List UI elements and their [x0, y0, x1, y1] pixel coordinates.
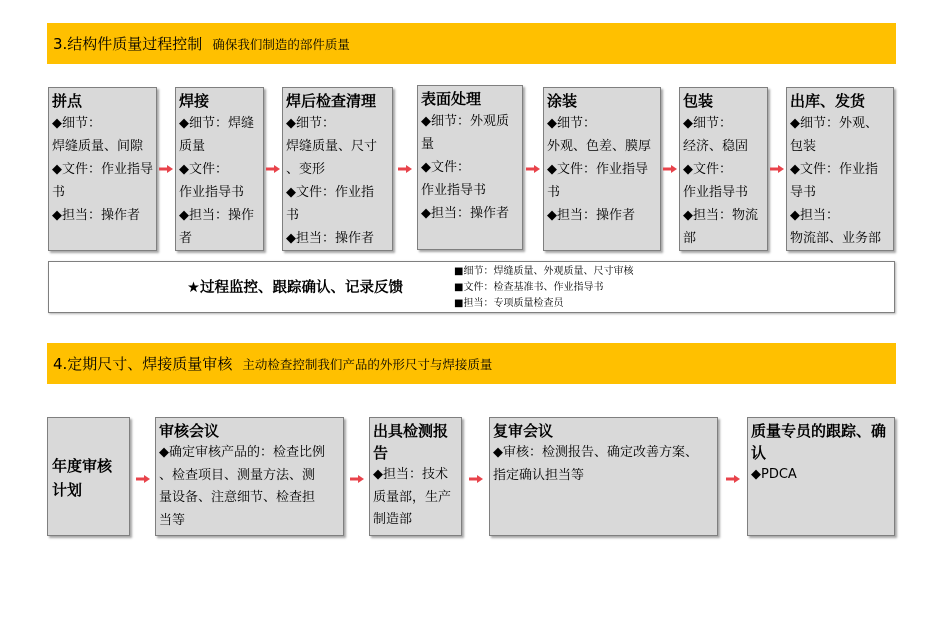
step-title: 表面处理: [421, 90, 482, 108]
arrow-right-icon: [350, 475, 364, 483]
step-title: 质量专员的跟踪、确认: [751, 422, 887, 462]
section3-banner: [47, 23, 896, 64]
step-title: 涂装: [547, 92, 578, 110]
monitoring-item: ■担当：专项质量检查员: [454, 298, 564, 309]
arrow-right-icon: [770, 165, 784, 173]
step-title: 拼点: [52, 92, 83, 110]
step-line: ◆担当：操作者: [52, 208, 140, 223]
step-line: ◆PDCA: [751, 467, 797, 482]
step-line: ◆细节：: [286, 116, 335, 131]
section3-title: 3.结构件质量过程控制: [53, 35, 203, 53]
step-post-weld-inspection: [282, 87, 393, 251]
monitoring-item: ■细节：焊缝质量、外观质量、尺寸审核: [454, 266, 634, 277]
step-line: 作业指导书: [683, 185, 749, 200]
step-line: ◆细节：: [683, 116, 732, 131]
step-title: 年度审核计划: [52, 457, 113, 499]
step-line: 书: [52, 185, 66, 200]
step-line: ◆细节：外观质: [421, 114, 509, 129]
step-title: 焊接: [179, 92, 210, 110]
step-line: ◆担当：物流: [683, 208, 758, 223]
step-annual-audit-plan: [47, 417, 130, 536]
step-line: ◆文件：作业指导: [52, 162, 153, 177]
step-line: ◆细节：: [52, 116, 101, 131]
step-line: 量: [421, 137, 435, 152]
step-line: ◆确定审核产品的：检查比例: [159, 445, 325, 460]
step-line: 包装: [790, 139, 817, 154]
step-line: ◆文件：: [683, 162, 732, 177]
step-quality-tracking: [747, 417, 895, 536]
section4-banner: [47, 343, 896, 384]
step-title: 出库、发货: [790, 92, 866, 110]
step-hanjie: [175, 87, 264, 251]
step-line: ◆担当：操作者: [421, 206, 509, 221]
step-painting: [543, 87, 661, 251]
monitoring-item: ■文件：检查基准书、作业指导书: [454, 282, 604, 293]
step-line: 质量部，生产: [373, 489, 452, 505]
step-line: 物流部、业务部: [790, 231, 882, 246]
step-line: 当等: [159, 512, 186, 528]
step-line: ◆细节：: [547, 116, 596, 131]
arrow-right-icon: [136, 475, 150, 483]
step-line: ◆担当：: [790, 208, 839, 223]
step-line: ◆文件：作业指导: [547, 162, 648, 177]
step-line: 、变形: [286, 162, 326, 177]
step-title: 包装: [683, 92, 714, 110]
step-line: 经济、稳固: [683, 139, 749, 154]
step-line: ◆担当：操作者: [286, 231, 374, 246]
monitoring-list: [454, 264, 633, 312]
monitoring-title: ★过程监控、跟踪确认、记录反馈: [187, 280, 403, 296]
step-line: 书: [547, 185, 561, 200]
step-line: ◆细节：外观、: [790, 116, 878, 131]
arrow-right-icon: [726, 475, 740, 483]
process-monitoring-box: [48, 261, 895, 313]
step-line: ◆文件：: [421, 160, 470, 175]
arrow-right-icon: [526, 165, 540, 173]
step-line: 作业指导书: [421, 183, 487, 198]
step-line: 指定确认担当等: [493, 467, 585, 483]
step-pindian: [48, 87, 157, 251]
step-line: ◆文件：作业指: [790, 162, 878, 177]
step-review-meeting: [489, 417, 718, 536]
arrow-right-icon: [159, 165, 173, 173]
step-line: 外观、色差、膜厚: [547, 139, 652, 154]
step-inspection-report: [369, 417, 462, 536]
arrow-right-icon: [266, 165, 280, 173]
step-line: ◆审核：检测报告、确定改善方案、: [493, 445, 698, 460]
step-line: 部: [683, 231, 697, 246]
step-packaging: [679, 87, 768, 251]
step-line: 质量: [179, 139, 206, 154]
arrow-right-icon: [663, 165, 677, 173]
step-line: 制造部: [373, 512, 413, 527]
section3-subtitle: 确保我们制造的部件质量: [212, 36, 350, 52]
step-line: 焊缝质量、间隙: [52, 139, 144, 154]
arrow-right-icon: [398, 165, 412, 173]
section4-title: 4.定期尺寸、焊接质量审核: [53, 355, 233, 373]
step-audit-meeting: [155, 417, 344, 536]
step-shipping: [786, 87, 894, 251]
step-line: 书: [286, 208, 300, 223]
step-line: ◆担当：技术: [373, 467, 448, 482]
step-line: ◆细节：焊缝: [179, 116, 254, 131]
step-line: ◆文件：作业指: [286, 185, 374, 200]
step-title: 复审会议: [493, 422, 554, 440]
step-line: ◆文件：: [179, 162, 228, 177]
step-line: ◆担当：操作者: [179, 208, 254, 246]
step-line: 量设备、注意细节、检查担: [159, 490, 316, 505]
step-title: 出具检测报告: [373, 422, 449, 462]
section4-subtitle: 主动检查控制我们产品的外形尺寸与焊接质量: [242, 356, 493, 372]
step-line: ◆担当：操作者: [547, 208, 635, 223]
step-line: 、检查项目、测量方法、测: [159, 467, 316, 483]
step-title: 焊后检查清理: [286, 92, 377, 110]
step-line: 焊缝质量、尺寸: [286, 139, 378, 154]
step-line: 作业指导书: [179, 185, 245, 200]
arrow-right-icon: [469, 475, 483, 483]
step-line: 导书: [790, 185, 817, 200]
step-title: 审核会议: [159, 422, 220, 440]
step-surface-treatment: [417, 85, 523, 250]
